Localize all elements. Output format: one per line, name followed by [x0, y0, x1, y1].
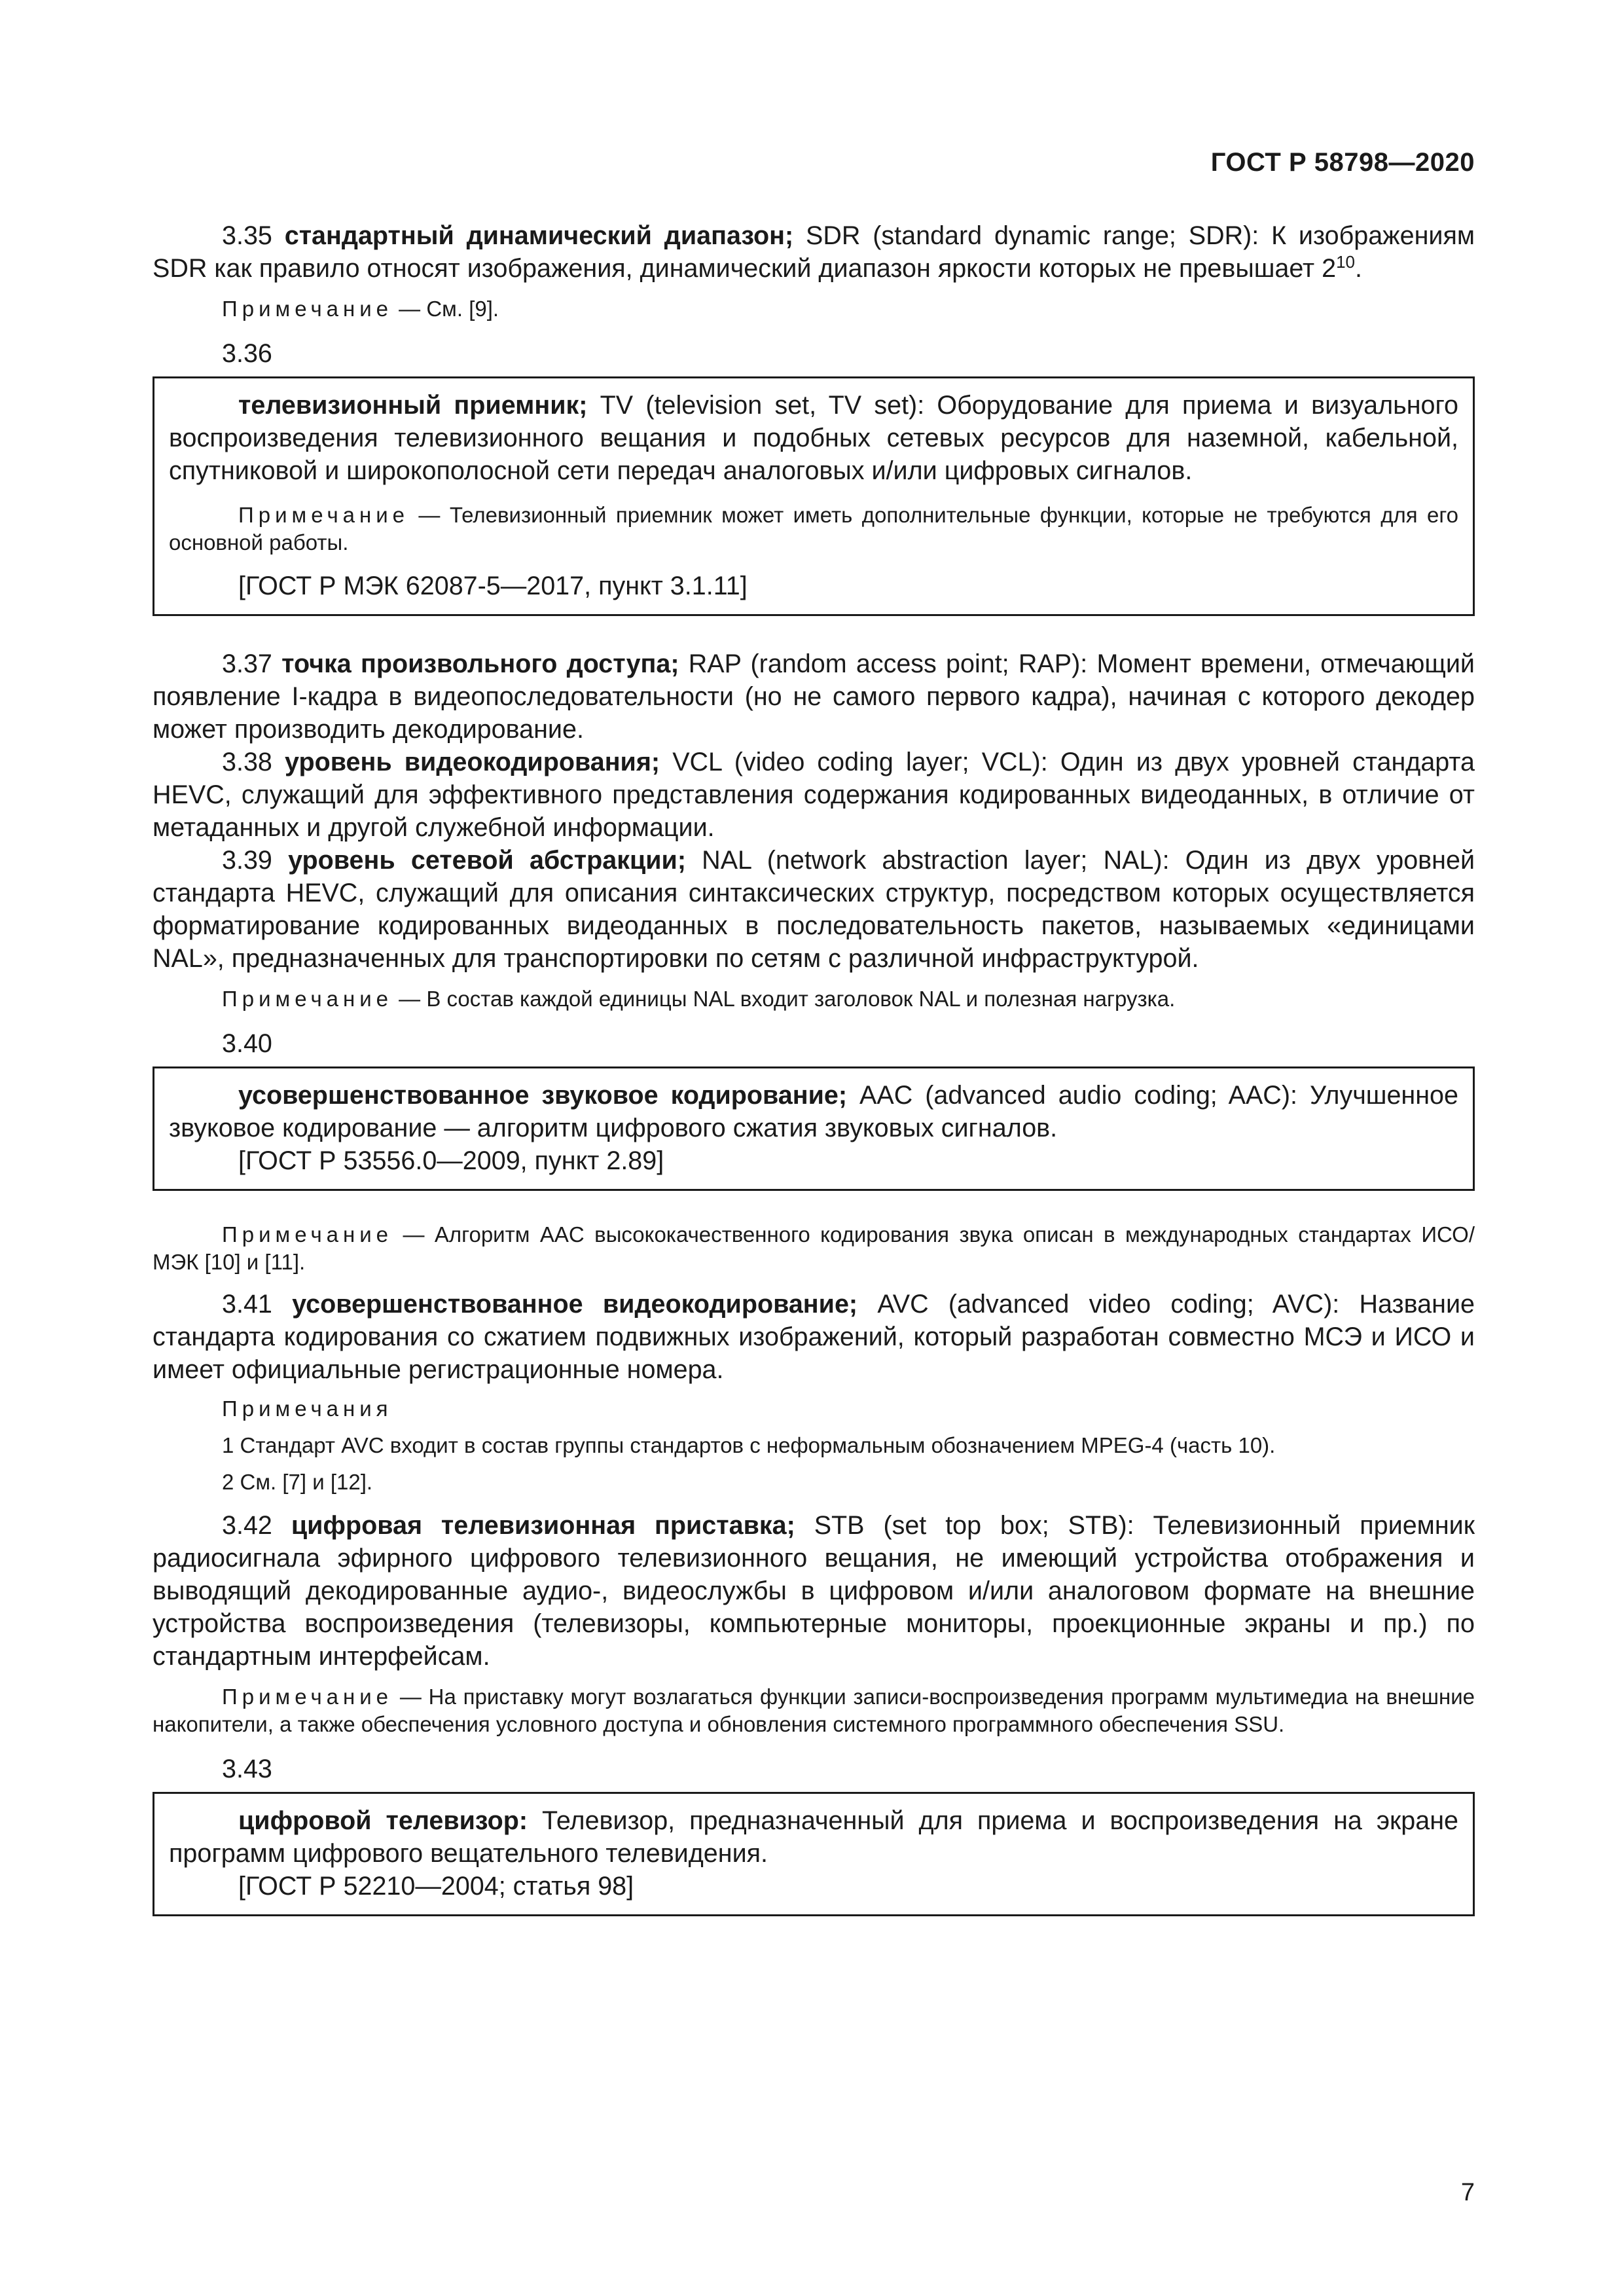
document-body — [153, 219, 1475, 1916]
source-reference: [ГОСТ Р 52210—2004; статья 98] — [238, 1872, 634, 1901]
term-3-43: цифровой телевизор: Телевизор, предназначенный для приема и воспроизведения на экране программ цифрового вещательного телевидения. — [169, 1806, 1459, 1868]
note-label: Примечание — [222, 1222, 393, 1247]
term-title: телевизионный приемник; — [238, 391, 588, 420]
term-title: усовершенствованное видеокодирование; — [292, 1290, 858, 1319]
term-3-42: 3.42 цифровая телевизионная приставка; STB (set top box; STB): Телевизионный приемник радиосигнала эфирного цифрового телевизионного вещания, не имеющий устройства отображения и выводящий декодированные аудио-, видеослужбы в цифровом и/или аналоговом формате на внешние устройства воспроизведения (телевизоры, компьютерные мониторы, проекционные экраны и пр.) по стандартным интерфейсам. — [153, 1511, 1475, 1671]
term-3-37: 3.37 точка произвольного доступа; RAP (random access point; RAP): Момент времени, отмечающий появление I-кадра в видеопоследовательности (но не самого первого кадра), начиная с которого декодер может производить декодирование. — [153, 649, 1475, 744]
term-3-41: 3.41 усовершенствованное видеокодирование; AVC (advanced video coding; AVC): Название стандарта кодирования со сжатием подвижных изображений, который разработан совместно МСЭ и ИСО и имеет официальные регистрационные номера. — [153, 1290, 1475, 1384]
term-3-39: 3.39 уровень сетевой абстракции; NAL (network abstraction layer; NAL): Один из двух уровней стандарта HEVC, служащий для описания синтаксических структур, посредством которых осуществляется форматирование кодированных видеоданных в последовательность пакетов, называемых «единицами NAL», предназначенных для транспортировки по сетям с различной инфраструктурой. — [153, 846, 1475, 973]
term-3-35: 3.35 стандартный динамический диапазон; SDR (standard dynamic range; SDR): К изображениям SDR как правило относят изображения, динамический диапазон яркости которых не превышает $2^{10}$. — [153, 221, 1475, 283]
quoted-term-box-3-36 — [153, 376, 1475, 616]
term-title: уровень видеокодирования; — [285, 748, 660, 776]
quoted-term-box-3-40 — [153, 1066, 1475, 1191]
term-title: цифровая телевизионная приставка; — [291, 1511, 795, 1540]
notes-label-3-41: Примечания — [222, 1396, 393, 1421]
note-3-40: Примечание — Алгоритм AAC высококачественного кодирования звука описан в международных стандартах ИСО/МЭК [10] и [11]. — [153, 1222, 1475, 1274]
note-3-36: Примечание — Телевизионный приемник может иметь дополнительные функции, которые не требуются для его основной работы. — [169, 503, 1458, 555]
source-reference: [ГОСТ Р 53556.0—2009, пункт 2.89] — [238, 1146, 664, 1175]
note-3-39: Примечание — В состав каждой единицы NAL входит заголовок NAL и полезная нагрузка. — [222, 987, 1176, 1011]
note-3-35: Примечание — См. [9]. — [222, 297, 499, 321]
term-3-38: 3.38 уровень видеокодирования; VCL (video coding layer; VCL): Один из двух уровней стандарта HEVC, служащий для эффективного представления содержания кодированных видеоданных, в отличие от метаданных и другой служебной информации. — [153, 748, 1475, 842]
term-number-3-36: 3.36 — [222, 339, 272, 368]
page-number: 7 — [1460, 2179, 1475, 2206]
exponent: 10 — [1336, 251, 1355, 272]
term-title: уровень сетевой абстракции; — [288, 846, 686, 875]
source-reference: [ГОСТ Р МЭК 62087-5—2017, пункт 3.1.11] — [238, 572, 748, 600]
note-item: 1 Стандарт AVC входит в состав группы стандартов с неформальным обозначением MPEG-4 (часть 10). — [222, 1433, 1276, 1457]
document-page — [153, 0, 1475, 2296]
quoted-term-box-3-43 — [153, 1792, 1475, 1916]
standard-number: ГОСТ Р 58798—2020 — [1210, 148, 1475, 177]
note-label: Примечание — [238, 503, 410, 527]
note-label: Примечание — [222, 987, 393, 1011]
term-number-3-43: 3.43 — [222, 1755, 272, 1783]
note-label: Примечание — [222, 1685, 393, 1709]
term-3-36: телевизионный приемник; TV (television set, TV set): Оборудование для приема и визуального воспроизведения телевизионного вещания и подобных сетевых ресурсов для наземной, кабельной, спутниковой и широкополосной сети передач аналоговых и/или цифровых сигналов. — [169, 391, 1458, 485]
term-title: стандартный динамический диапазон; — [284, 221, 794, 250]
term-3-40: усовершенствованное звуковое кодирование; AAC (advanced audio coding; AAC): Улучшенное звуковое кодирование — алгоритм цифрового сжатия звуковых сигналов. — [169, 1081, 1458, 1142]
note-3-42: Примечание — На приставку могут возлагаться функции записи-воспроизведения программ мультимедиа на внешние накопители, а также обеспечения условного доступа и обновления системного программного обеспечения SSU. — [153, 1685, 1475, 1736]
term-title: цифровой телевизор: — [238, 1806, 528, 1835]
note-label: Примечание — [222, 297, 393, 321]
note-item: 2 См. [7] и [12]. — [222, 1470, 373, 1494]
term-title: усовершенствованное звуковое кодирование; — [238, 1081, 848, 1110]
term-number-3-40: 3.40 — [222, 1029, 272, 1058]
term-title: точка произвольного доступа; — [281, 649, 679, 678]
